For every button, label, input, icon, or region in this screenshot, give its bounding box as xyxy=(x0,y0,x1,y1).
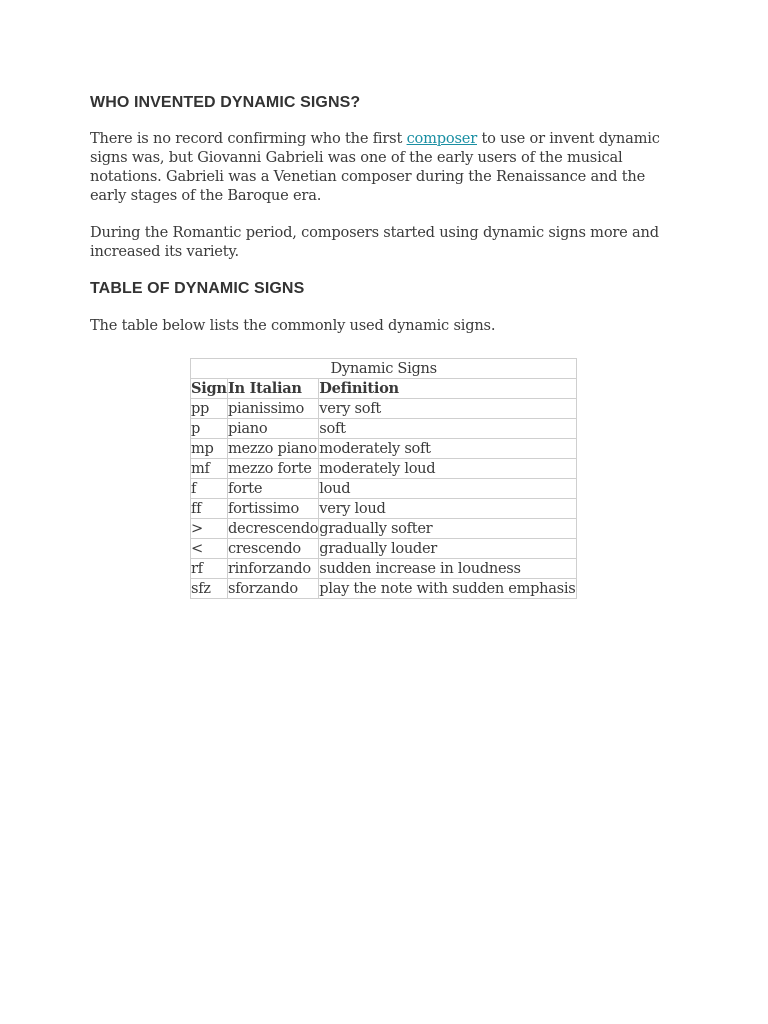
table-header-row xyxy=(191,379,577,399)
table-row xyxy=(191,539,577,559)
cell-sign: rf xyxy=(191,559,228,579)
table-row xyxy=(191,399,577,419)
cell-definition: very soft xyxy=(319,399,577,419)
cell-sign: > xyxy=(191,519,228,539)
table-caption: Dynamic Signs xyxy=(190,358,577,378)
article-body xyxy=(90,94,670,335)
table-row xyxy=(191,519,577,539)
section-heading-who-invented: WHO INVENTED DYNAMIC SIGNS? xyxy=(90,94,361,111)
cell-italian: rinforzando xyxy=(228,559,319,579)
table-row xyxy=(191,559,577,579)
cell-italian: sforzando xyxy=(228,579,319,599)
dynamic-signs-table-container xyxy=(190,358,577,599)
cell-definition: play the note with sudden emphasis xyxy=(319,580,576,597)
cell-sign: p xyxy=(191,419,228,439)
table-row xyxy=(191,579,577,599)
section-heading-table: TABLE OF DYNAMIC SIGNS xyxy=(90,280,305,297)
cell-sign: ff xyxy=(191,499,228,519)
cell-italian: fortissimo xyxy=(228,499,319,519)
cell-definition: gradually softer xyxy=(319,519,577,539)
cell-italian: piano xyxy=(228,419,319,439)
paragraph-table-intro: The table below lists the commonly used dynamic signs. xyxy=(90,317,496,334)
header-sign: Sign xyxy=(191,380,227,397)
cell-sign: mf xyxy=(191,459,228,479)
cell-italian: forte xyxy=(228,479,319,499)
cell-sign: mp xyxy=(191,439,228,459)
cell-definition: soft xyxy=(319,419,577,439)
cell-sign: pp xyxy=(191,399,228,419)
cell-italian: mezzo piano xyxy=(228,440,317,457)
table-row xyxy=(191,419,577,439)
cell-italian: pianissimo xyxy=(228,399,319,419)
paragraph-text-before-link: There is no record confirming who the first xyxy=(90,130,407,147)
table-row xyxy=(191,459,577,479)
cell-definition: moderately loud xyxy=(319,459,577,479)
cell-definition: loud xyxy=(319,479,577,499)
cell-definition: moderately soft xyxy=(319,439,577,459)
cell-italian: crescendo xyxy=(228,539,319,559)
dynamic-signs-table xyxy=(190,358,577,599)
paragraph-text-after-link: to use or invent dynamic signs was, but Giovanni Gabrieli was one of the early users of the musical notations. Gabrieli was a Venetian composer during the Renaissance and the early stages of the Baroque era. xyxy=(90,130,660,204)
paragraph-first-record xyxy=(90,129,670,205)
cell-italian: decrescendo xyxy=(228,520,319,537)
paragraph-romantic-period: During the Romantic period, composers started using dynamic signs more and increased its variety. xyxy=(90,224,659,260)
cell-sign: f xyxy=(191,479,228,499)
cell-sign: < xyxy=(191,539,228,559)
header-definition: Definition xyxy=(319,379,577,399)
composer-link[interactable]: composer xyxy=(406,130,477,147)
table-row xyxy=(191,439,577,459)
cell-sign: sfz xyxy=(191,579,228,599)
table-row xyxy=(191,479,577,499)
cell-definition: very loud xyxy=(319,499,577,519)
cell-italian: mezzo forte xyxy=(228,459,319,479)
cell-definition: sudden increase in loudness xyxy=(319,559,577,579)
header-in-italian: In Italian xyxy=(228,379,319,399)
table-row xyxy=(191,499,577,519)
cell-definition: gradually louder xyxy=(319,539,577,559)
